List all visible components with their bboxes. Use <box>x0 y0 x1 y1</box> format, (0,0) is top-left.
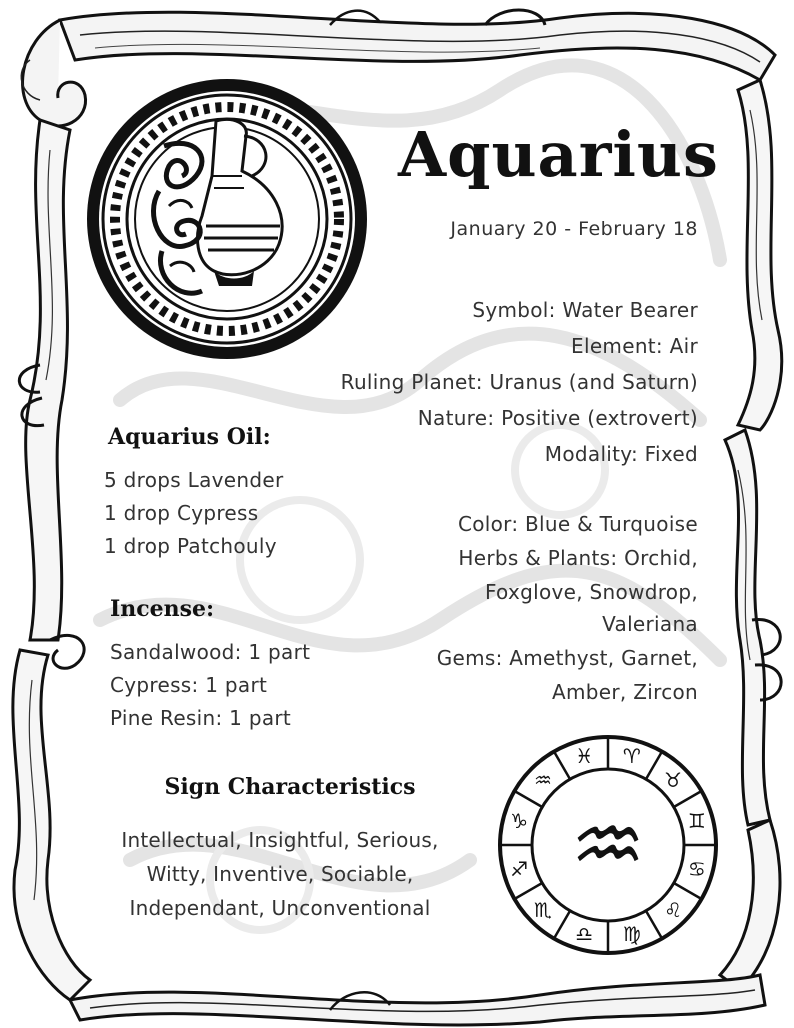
zodiac-glyph-icon: ♌ <box>664 898 683 923</box>
nature-text: Nature: Positive (extrovert) <box>417 406 698 430</box>
oil-item: 5 drops Lavender <box>104 468 284 492</box>
left-scroll <box>13 120 90 1000</box>
gems-line: Gems: Amethyst, Garnet, <box>436 646 698 670</box>
symbol-text: Symbol: Water Bearer <box>472 298 698 322</box>
oil-item: 1 drop Cypress <box>104 501 259 525</box>
zodiac-glyph-icon: ♍ <box>622 921 641 946</box>
oil-item: 1 drop Patchouly <box>104 534 277 558</box>
herbs-line: Valeriana <box>602 612 698 636</box>
element-text: Element: Air <box>571 334 698 358</box>
watermark-curl <box>515 425 605 515</box>
bottom-scroll <box>70 975 765 1025</box>
zodiac-glyph-icon: ♊ <box>687 809 706 834</box>
zodiac-glyph-icon: ♎ <box>575 921 594 946</box>
incense-item: Sandalwood: 1 part <box>110 640 311 664</box>
right-scroll <box>720 80 782 990</box>
characteristics-line: Independant, Unconventional <box>129 896 431 920</box>
gems-line: Amber, Zircon <box>552 680 698 704</box>
incense-item: Cypress: 1 part <box>110 673 268 697</box>
zodiac-glyph-icon: ♉ <box>664 767 683 792</box>
date-range: January 20 - February 18 <box>450 218 698 240</box>
zodiac-glyph-icon: ♓ <box>575 744 594 769</box>
top-scroll <box>60 10 775 80</box>
zodiac-glyph-icon: ♑ <box>510 809 529 834</box>
color-text: Color: Blue & Turquoise <box>457 512 698 536</box>
characteristics-line: Intellectual, Insightful, Serious, <box>121 828 439 852</box>
zodiac-glyph-icon: ♈ <box>622 744 641 769</box>
herbs-line: Foxglove, Snowdrop, <box>484 580 698 604</box>
herbs-line: Herbs & Plants: Orchid, <box>458 546 698 570</box>
zodiac-glyph-icon: ♐ <box>510 856 529 881</box>
zodiac-glyph-icon: ♋ <box>687 856 706 881</box>
characteristics-line: Witty, Inventive, Sociable, <box>146 862 414 886</box>
page-title: Aquarius <box>398 118 719 191</box>
incense-heading: Incense: <box>110 596 215 622</box>
incense-item: Pine Resin: 1 part <box>110 706 292 730</box>
characteristics-heading: Sign Characteristics <box>164 774 416 800</box>
oil-heading: Aquarius Oil: <box>108 424 271 450</box>
water-bearer-emblem <box>84 76 370 362</box>
ruling-planet-text: Ruling Planet: Uranus (and Saturn) <box>340 370 698 394</box>
zodiac-wheel <box>497 734 719 956</box>
zodiac-glyph-icon: ♒ <box>533 767 552 792</box>
modality-text: Modality: Fixed <box>544 442 698 466</box>
aquarius-glyph-icon: ♒ <box>570 796 646 894</box>
zodiac-glyph-icon: ♏ <box>533 898 552 923</box>
